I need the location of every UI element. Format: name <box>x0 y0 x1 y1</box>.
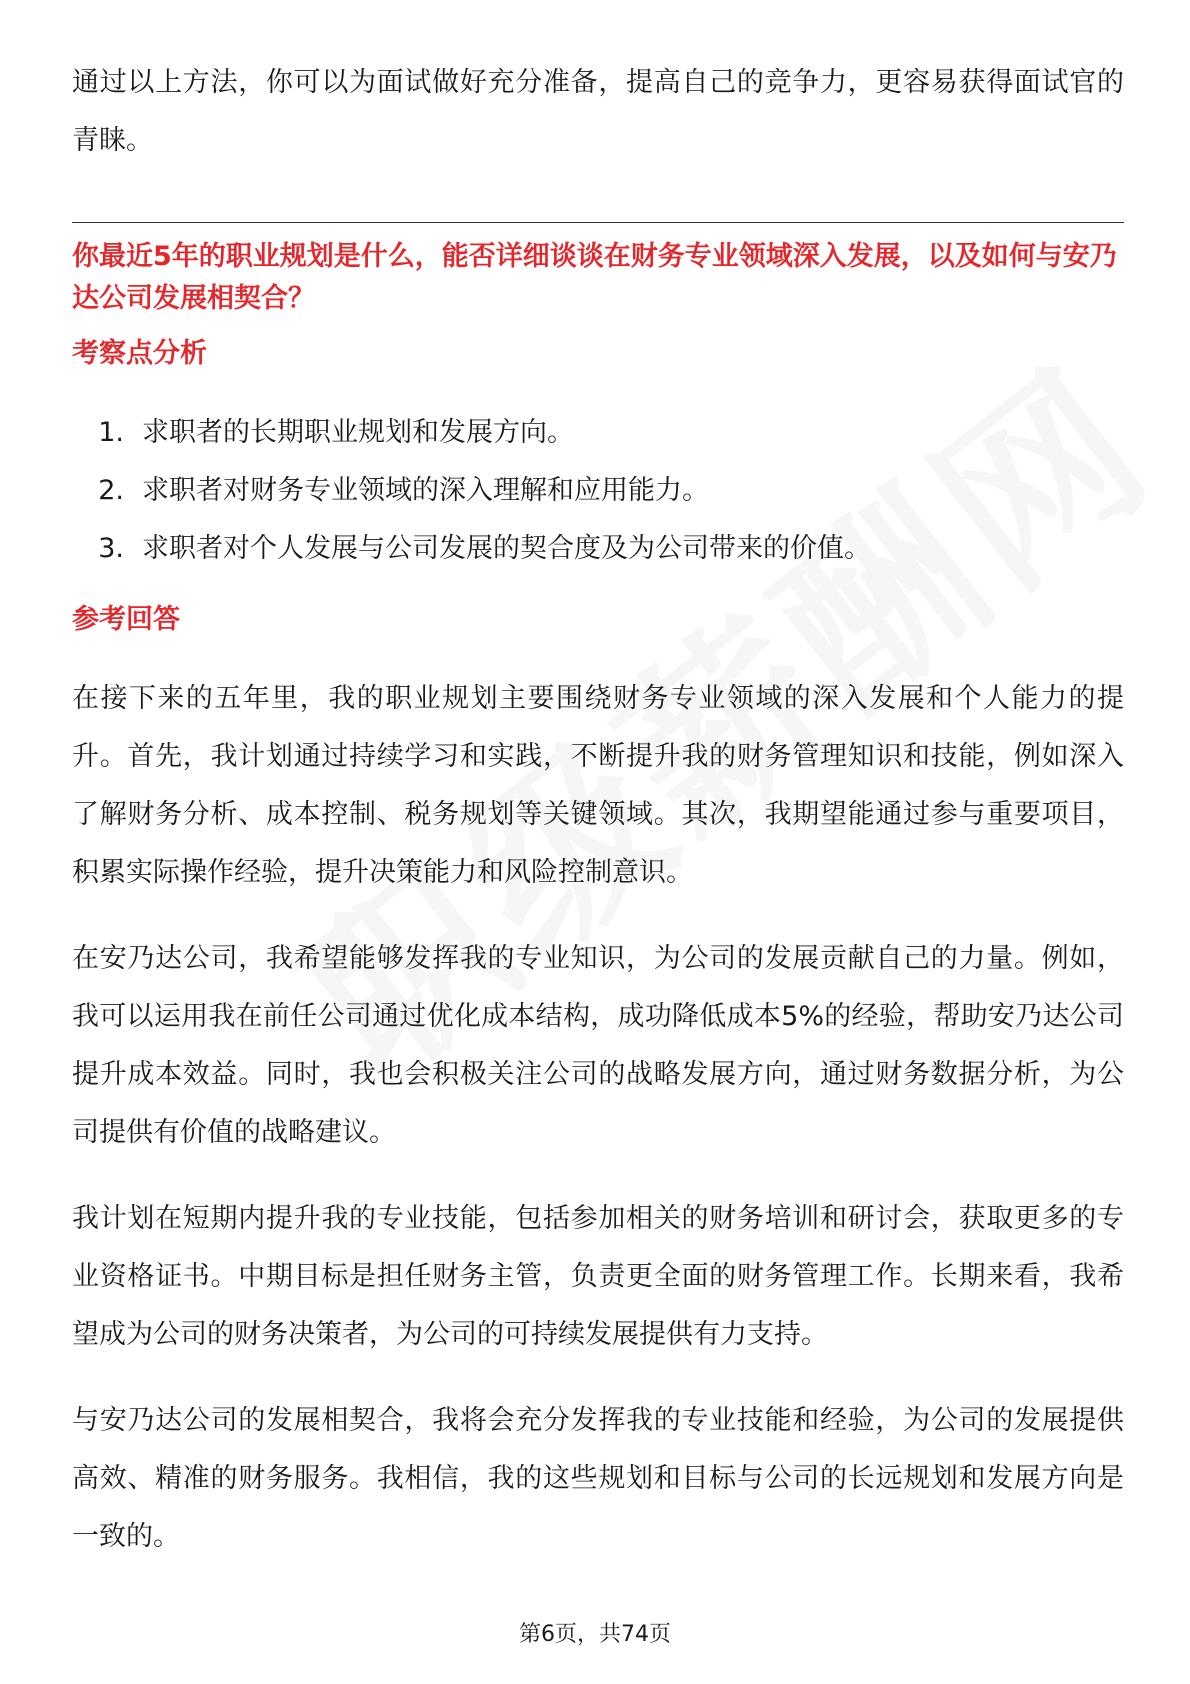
list-item <box>72 520 1124 578</box>
question-title: 你最近5年的职业规划是什么，能否详细谈谈在财务专业领域深入发展，以及如何与安乃达公司发展相契合？ <box>72 241 1117 314</box>
list-item-text: 求职者对财务专业领域的深入理解和应用能力。 <box>142 475 709 506</box>
list-item-text: 求职者对个人发展与公司发展的契合度及为公司带来的价值。 <box>142 533 871 564</box>
answer-paragraph: 在接下来的五年里，我的职业规划主要围绕财务专业领域的深入发展和个人能力的提升。首先，我计划通过持续学习和实践，不断提升我的财务管理知识和技能，例如深入了解财务分析、成本控制、税务规划等关键领域。其次，我期望能通过参与重要项目，积累实际操作经验，提升决策能力和风险控制意识。 <box>72 683 1124 888</box>
analysis-point-list <box>72 404 1124 578</box>
section-divider <box>72 222 1124 223</box>
page-number-footer: 第6页，共74页 <box>519 1622 671 1647</box>
list-item <box>72 404 1124 462</box>
answer-paragraph: 在安乃达公司，我希望能够发挥我的专业知识，为公司的发展贡献自己的力量。例如，我可以运用我在前任公司通过优化成本结构，成功降低成本5%的经验，帮助安乃达公司提升成本效益。同时，我也会积极关注公司的战略发展方向，通过财务数据分析，为公司提供有价值的战略建议。 <box>72 943 1124 1148</box>
list-item-text: 求职者的长期职业规划和发展方向。 <box>142 417 574 448</box>
list-item-number: 3. <box>98 533 124 564</box>
document-page <box>72 0 1124 1684</box>
list-item-number: 2. <box>98 475 124 506</box>
list-item-number: 1. <box>98 417 124 448</box>
answer-heading: 参考回答 <box>72 604 180 635</box>
intro-paragraph: 通过以上方法，你可以为面试做好充分准备，提高自己的竞争力，更容易获得面试官的青睐。 <box>72 67 1124 156</box>
answer-paragraph: 与安乃达公司的发展相契合，我将会充分发挥我的专业技能和经验，为公司的发展提供高效、精准的财务服务。我相信，我的这些规划和目标与公司的长远规划和发展方向是一致的。 <box>72 1405 1124 1552</box>
answer-paragraph: 我计划在短期内提升我的专业技能，包括参加相关的财务培训和研讨会，获取更多的专业资格证书。中期目标是担任财务主管，负责更全面的财务管理工作。长期来看，我希望成为公司的财务决策者，为公司的可持续发展提供有力支持。 <box>72 1203 1124 1350</box>
list-item <box>72 462 1124 520</box>
analysis-heading: 考察点分析 <box>72 338 207 369</box>
